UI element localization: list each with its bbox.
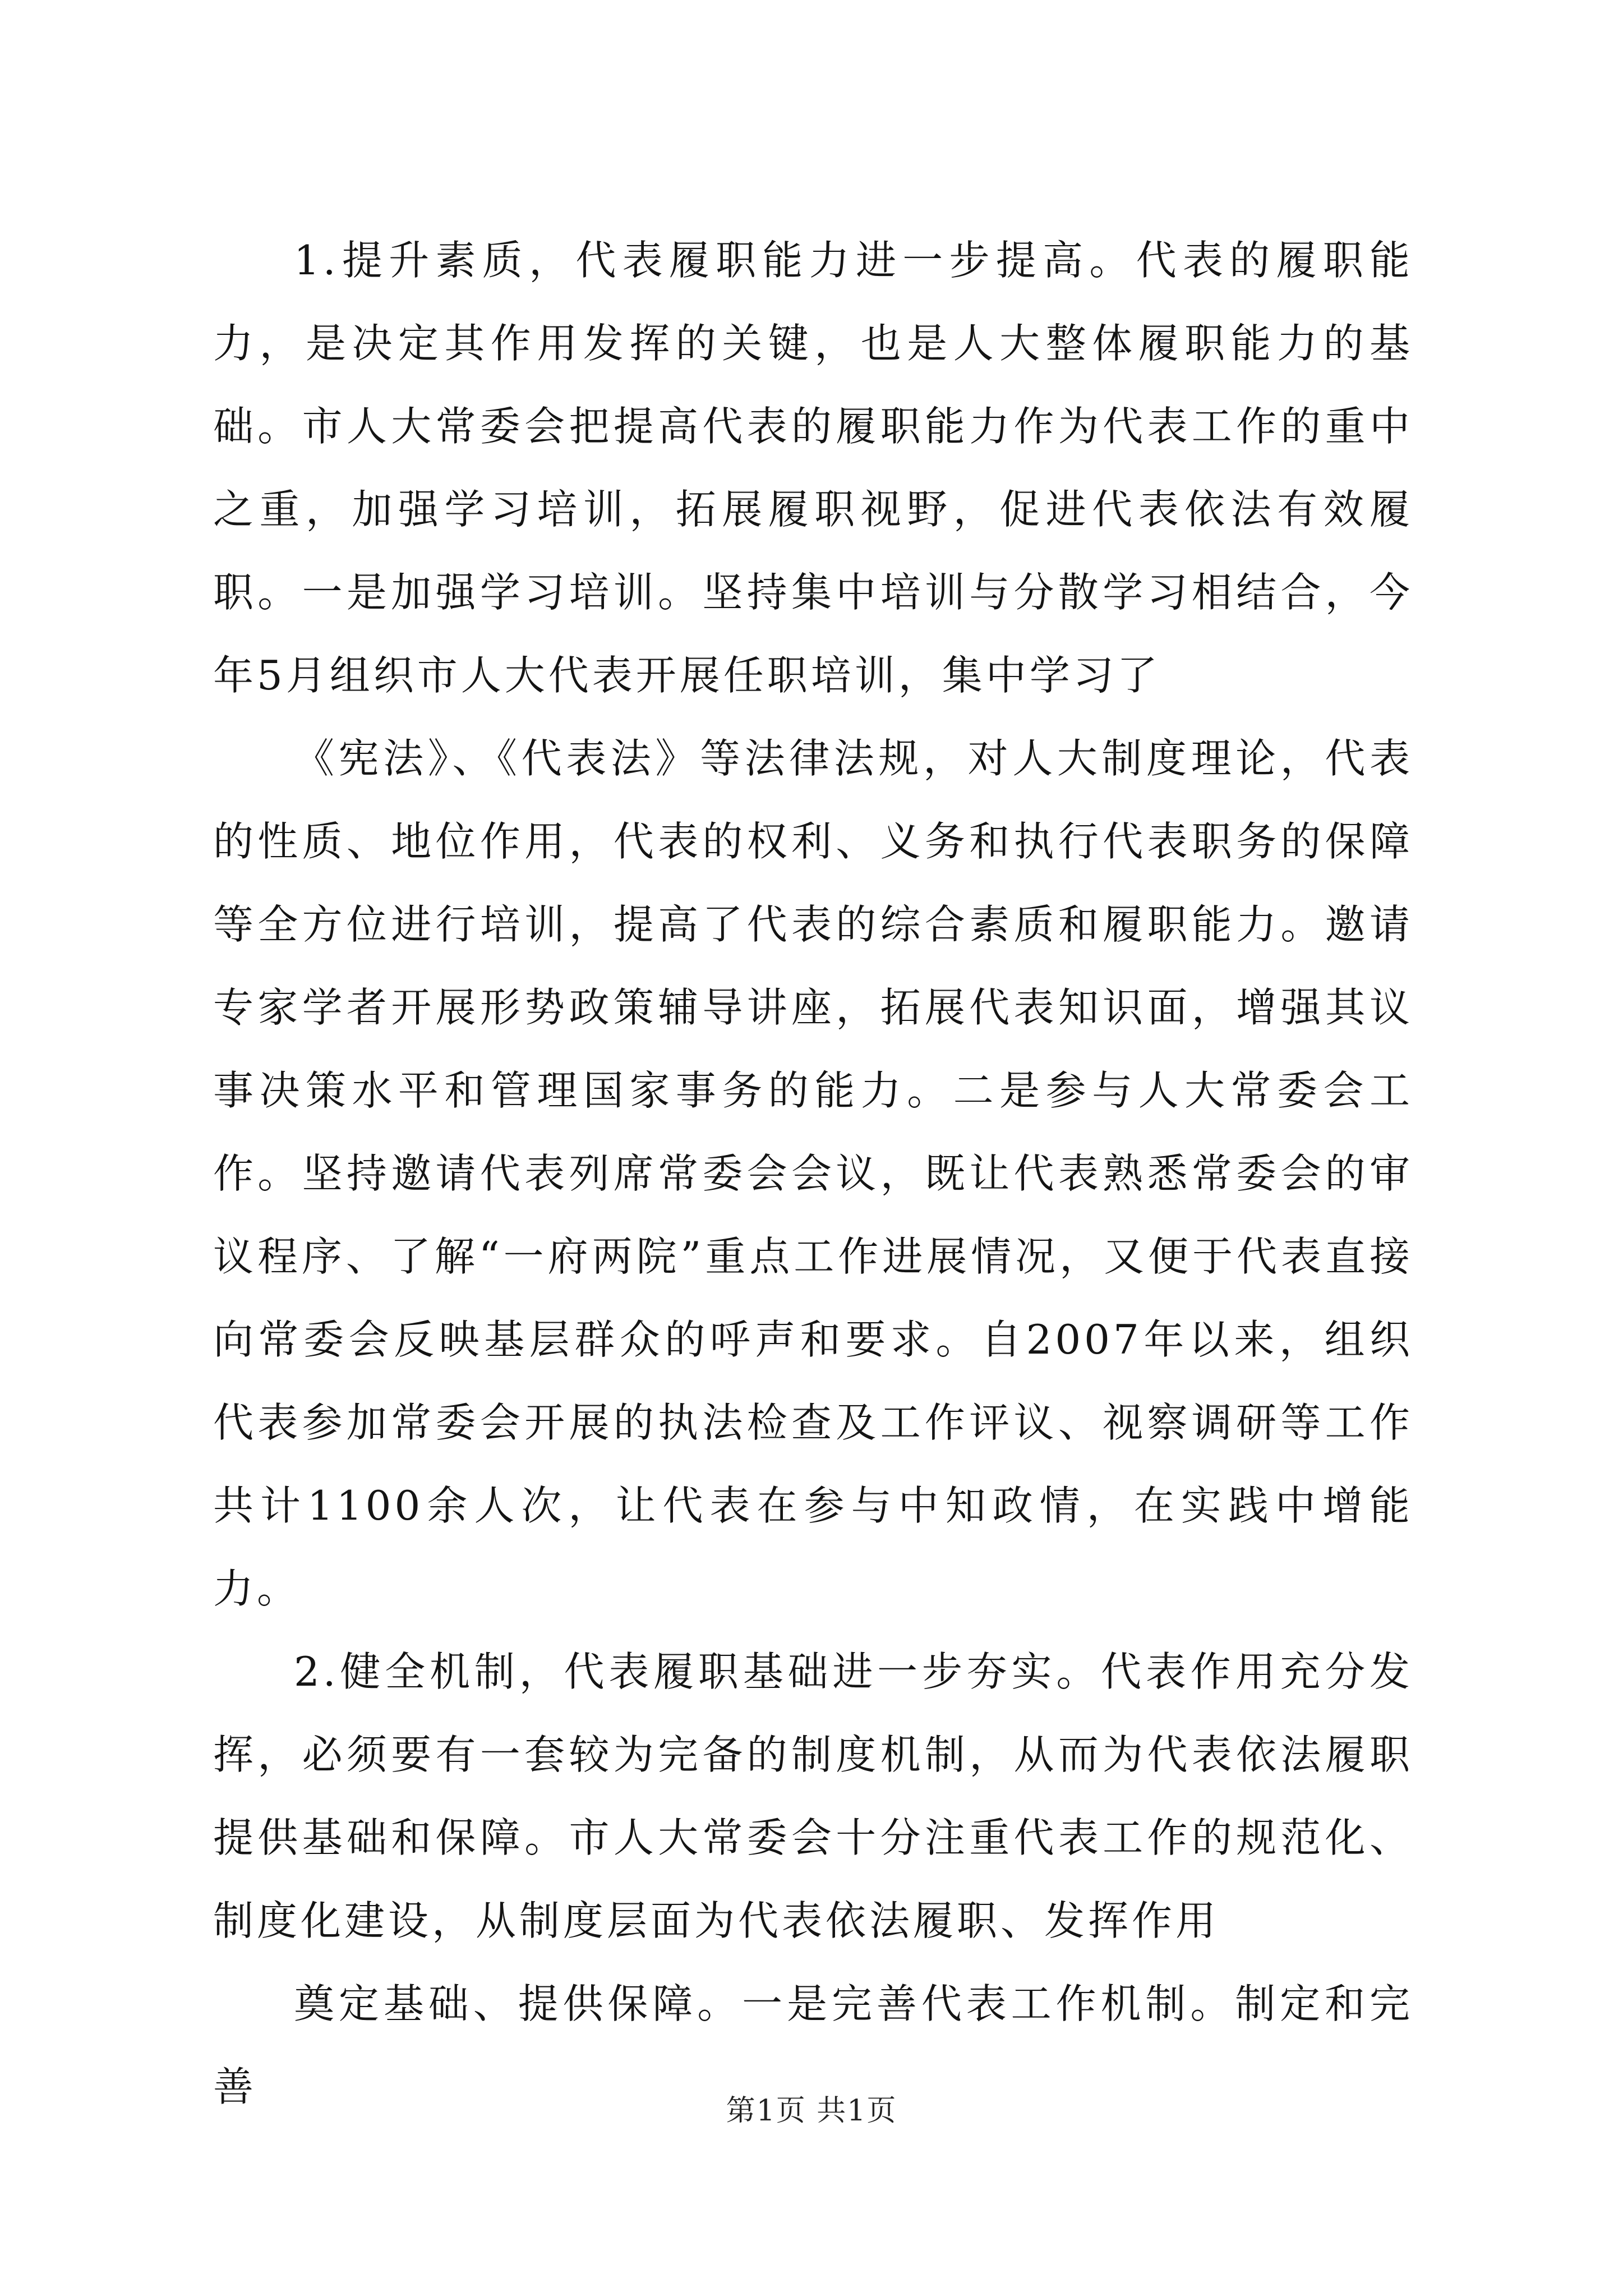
document-body: [213, 219, 1413, 2128]
paragraph-3: 2.健全机制，代表履职基础进一步夯实。代表作用充分发挥，必须要有一套较为完备的制度机制，从而为代表依法履职提供基础和保障。市人大常委会十分注重代表工作的规范化、制度化建设，从制度层面为代表依法履职、发挥作用: [213, 1648, 1413, 1944]
paragraph-2: 《宪法》、《代表法》等法律法规，对人大制度理论，代表的性质、地位作用，代表的权利、义务和执行代表职务的保障等全方位进行培训，提高了代表的综合素质和履职能力。邀请专家学者开展形势政策辅导讲座，拓展代表知识面，增强其议事决策水平和管理国家事务的能力。二是参与人大常委会工作。坚持邀请代表列席常委会会议，既让代表熟悉常委会的审议程序、了解“一府两院”重点工作进展情况，又便于代表直接向常委会反映基层群众的呼声和要求。自2007年以来，组织代表参加常委会开展的执法检查及工作评议、视察调研等工作共计1100余人次，让代表在参与中知政情，在实践中增能力。: [213, 735, 1413, 1612]
paragraph-4: 奠定基础、提供保障。一是完善代表工作机制。制定和完善: [213, 1980, 1413, 2110]
page-footer: 第1页 共1页: [726, 2094, 897, 2128]
paragraph-1: 1.提升素质，代表履职能力进一步提高。代表的履职能力，是决定其作用发挥的关键，也是人大整体履职能力的基础。市人大常委会把提高代表的履职能力作为代表工作的重中之重，加强学习培训，拓展履职视野，促进代表依法有效履职。一是加强学习培训。坚持集中培训与分散学习相结合，今年5月组织市人大代表开展任职培训，集中学习了: [213, 237, 1413, 699]
